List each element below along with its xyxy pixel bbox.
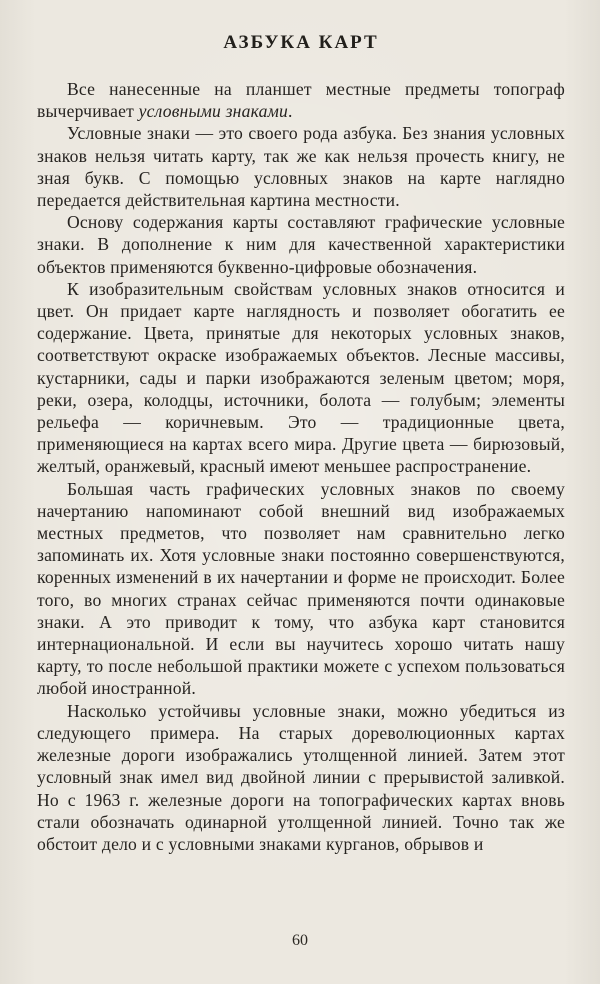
page-number: 60 xyxy=(292,932,308,949)
paragraph-2: Условные знаки — это своего рода азбука. Без знания условных знаков нельзя читать карту, так же как нельзя прочесть книгу, не зная букв. С помощью условных знаков на карте наглядно передается действительная картина местности. xyxy=(37,123,565,211)
paragraph-1 xyxy=(37,78,565,122)
paragraph-4: К изобразительным свойствам условных знаков относится и цвет. Он придает карте наглядность и позволяет обогатить ее содержание. Цвета, принятые для некоторых условных знаков, соответствуют окраске изображаемых объектов. Лесные массивы, кустарники, сады и парки изображаются зеленым цветом; моря, реки, озера, колодцы, источники, болота — голубым; элементы рельефа — коричневым. Это — традиционные цвета, применяющиеся на картах всего мира. Другие цвета — бирюзовый, желтый, оранжевый, красный имеют меньшее распространение. xyxy=(37,278,565,477)
paragraph-1-tail: . xyxy=(288,101,293,122)
paragraph-6: Насколько устойчивы условные знаки, можно убедиться из следующего примера. На старых дореволюционных картах железные дороги изображались утолщенной линией. Затем этот условный знак имел вид двойной линии с прерывистой заливкой. Но с 1963 г. железные дороги на топографических картах вновь стали обозначать одинарной утолщенной линией. Точно так же обстоит дело и с условными знаками курганов, обрывов и xyxy=(37,700,565,854)
paragraph-1-lead: Все нанесенные на планшет местные предметы топограф вычерчивает xyxy=(37,79,565,122)
body-text xyxy=(37,78,565,855)
paragraph-1-italic-term: условными знаками xyxy=(138,101,289,122)
page-title: АЗБУКА КАРТ xyxy=(223,32,379,53)
paragraph-3: Основу содержания карты составляют графические условные знаки. В дополнение к ним для качественной характеристики объектов применяются буквенно-цифровые обозначения. xyxy=(37,212,565,277)
paragraph-5: Большая часть графических условных знаков по своему начертанию напоминают собой внешний вид изображаемых местных предметов, что позволяет нам сравнительно легко запоминать их. Хотя условные знаки постоянно совершенствуются, коренных изменений в их начертании и форме не происходит. Более того, во многих странах сейчас применяются почти одинаковые знаки. А это приводит к тому, что азбука карт становится интернациональной. И если вы научитесь хорошо читать нашу карту, то после небольшой практики можете с успехом пользоваться любой иностранной. xyxy=(37,478,565,699)
